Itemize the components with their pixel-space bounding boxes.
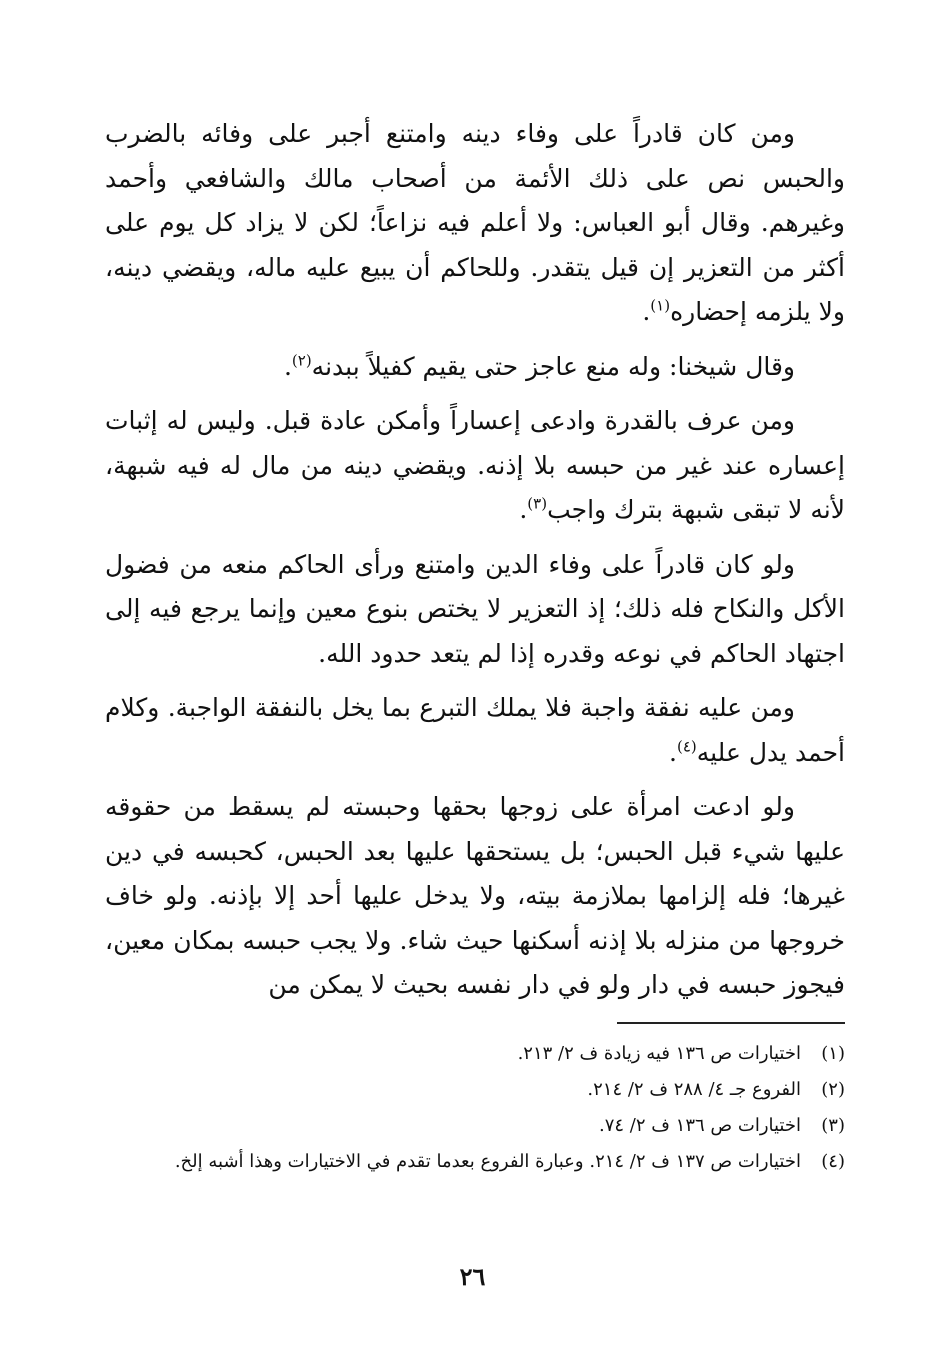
paragraph-2 xyxy=(105,345,845,390)
footnote-divider xyxy=(617,1022,845,1024)
paragraph-end: . xyxy=(642,297,651,326)
footnote-ref: (٣) xyxy=(527,494,548,513)
paragraph-3 xyxy=(105,399,845,533)
footnote-text: اختيارات ص ١٣٦ فيه زيادة ف ٢/ ٢١٣. xyxy=(517,1043,801,1064)
footnotes xyxy=(105,1038,845,1182)
footnote-text: الفروع جـ ٤/ ٢٨٨ ف ٢/ ٢١٤. xyxy=(587,1079,801,1100)
footnote-item xyxy=(105,1038,845,1069)
paragraph-text: ومن عرف بالقدرة وادعى إعساراً وأمكن عادة قبل. وليس له إثبات إعساره عند غير من حبسه بلا إذنه. ويقضي دينه من مال له فيه شبهة، لأنه لا تبقى شبهة بترك واجب xyxy=(105,406,845,524)
footnote-text: اختيارات ص ١٣٧ ف ٢/ ٢١٤. وعبارة الفروع بعدما تقدم في الاختيارات وهذا أشبه إلخ. xyxy=(174,1151,801,1172)
paragraph-end: . xyxy=(669,737,677,767)
footnote-item xyxy=(105,1110,845,1141)
paragraph-text: وقال شيخنا: وله منع عاجز حتى يقيم كفيلاً ببدنه xyxy=(311,351,795,381)
paragraph-5 xyxy=(105,686,845,775)
paragraph-text: ومن عليه نفقة واجبة فلا يملك التبرع بما يخل بالنفقة الواجبة. وكلام أحمد يدل عليه xyxy=(105,693,845,767)
paragraph-6 xyxy=(105,785,845,1008)
paragraph-text: ولو كان قادراً على وفاء الدين وامتنع ورأى الحاكم منعه من فضول الأكل والنكاح فله ذلك؛ إذ التعزير لا يختص بنوع معين وإنما يرجع فيه إلى اجتهاد الحاكم في نوعه وقدره إذا لم يتعد حدود الله. xyxy=(105,549,845,668)
footnote-number: (٢) xyxy=(821,1079,845,1100)
paragraph-1 xyxy=(105,112,845,335)
paragraph-end: . xyxy=(283,351,292,381)
paragraph-4 xyxy=(105,543,845,677)
paragraph-end: . xyxy=(519,495,528,524)
footnote-item xyxy=(105,1074,845,1105)
paragraph-text: ومن كان قادراً على وفاء دينه وامتنع أجبر على وفائه بالضرب والحبس نص على ذلك الأئمة من أصحاب مالك والشافعي وأحمد وغيرهم. وقال أبو العباس: ولا أعلم فيه نزاعاً؛ لكن لا يزاد كل يوم على أكثر من التعزير إن قيل يتقدر. وللحاكم أن يبيع عليه ماله، ويقضي دينه، ولا يلزمه إحضاره xyxy=(105,119,845,326)
footnote-item xyxy=(105,1146,845,1177)
page-number: ٢٦ xyxy=(459,1262,486,1291)
footnote-number: (١) xyxy=(821,1043,845,1064)
footnote-text: اختيارات ص ١٣٦ ف ٢/ ٧٤. xyxy=(599,1115,801,1136)
body-text xyxy=(105,112,845,1018)
footnote-ref: (٢) xyxy=(291,351,312,370)
paragraph-text: ولو ادعت امرأة على زوجها بحقها وحبسته لم يسقط من حقوقه عليها شيء قبل الحبس؛ بل يستحقها عليها بعد الحبس، كحبسه في دين غيرها؛ فله إلزامها بملازمة بيته، ولا يدخل عليها أحد إلا بإذنه. ولو خاف خروجها من منزله بلا إذنه أسكنها حيث شاء. ولا يجب حبسه بمكان معين، فيجوز حبسه في دار ولو في دار نفسه بحيث لا يمكن من xyxy=(105,792,845,999)
footnote-ref: (٤) xyxy=(676,737,697,756)
footnote-number: (٣) xyxy=(821,1115,845,1136)
footnote-ref: (١) xyxy=(650,296,671,315)
footnote-number: (٤) xyxy=(821,1151,845,1172)
